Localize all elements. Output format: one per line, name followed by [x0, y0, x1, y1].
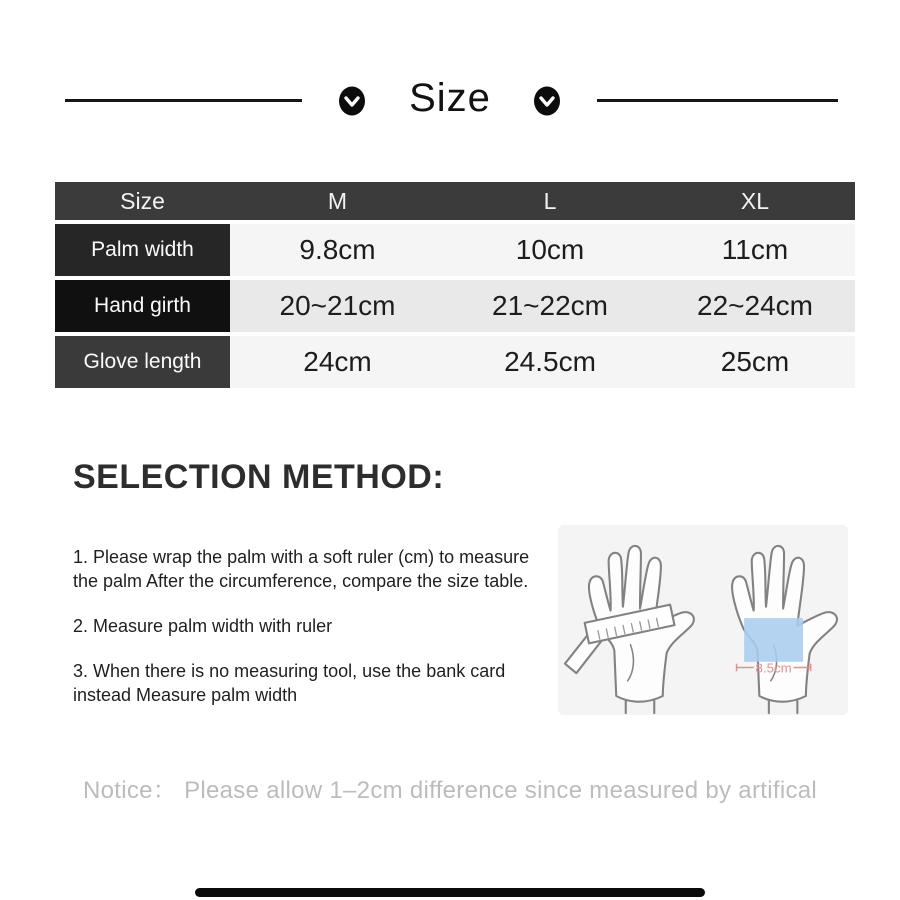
row-label-palm-width: Palm width: [55, 224, 230, 276]
bank-card-highlight: [744, 618, 803, 662]
row-label-hand-girth: Hand girth: [55, 280, 230, 332]
table-cell: 9.8cm: [230, 224, 445, 276]
notice-text: Notice： Please allow 1–2cm difference since measured by artifical: [82, 777, 818, 804]
table-cell: 11cm: [655, 224, 855, 276]
hand-with-bank-card-illustration: [703, 525, 848, 715]
card-width-label: 8.5cm: [755, 660, 792, 676]
step-2: 2. Measure palm width with ruler: [73, 615, 333, 636]
selection-method-steps: [73, 546, 535, 729]
size-table: [55, 182, 855, 388]
column-header-m: M: [230, 182, 445, 220]
header-rule-left: [65, 99, 302, 102]
table-cell: 24cm: [230, 336, 445, 388]
table-cell: 22~24cm: [655, 280, 855, 332]
table-cell: 10cm: [445, 224, 655, 276]
home-indicator-bar: [195, 888, 705, 897]
hand-with-ruler-illustration: [558, 525, 703, 715]
step-3: 3. When there is no measuring tool, use the bank card instead Measure palm width: [73, 660, 506, 705]
table-cell: 25cm: [655, 336, 855, 388]
table-cell: 20~21cm: [230, 280, 445, 332]
chevron-down-icon: [338, 86, 366, 116]
column-header-xl: XL: [655, 182, 855, 220]
chevron-down-icon: [533, 86, 561, 116]
selection-method-heading: SELECTION METHOD:: [73, 458, 445, 496]
row-label-glove-length: Glove length: [55, 336, 230, 388]
table-cell: 21~22cm: [445, 280, 655, 332]
table-cell: 24.5cm: [445, 336, 655, 388]
size-section-title: Size: [409, 76, 491, 120]
step-1: 1. Please wrap the palm with a soft ruler (cm) to measure the palm After the circumference, compare the size table.: [73, 547, 530, 591]
column-header-l: L: [445, 182, 655, 220]
header-rule-right: [597, 99, 838, 102]
measurement-illustration: [558, 525, 848, 715]
column-header-size: Size: [55, 182, 230, 220]
